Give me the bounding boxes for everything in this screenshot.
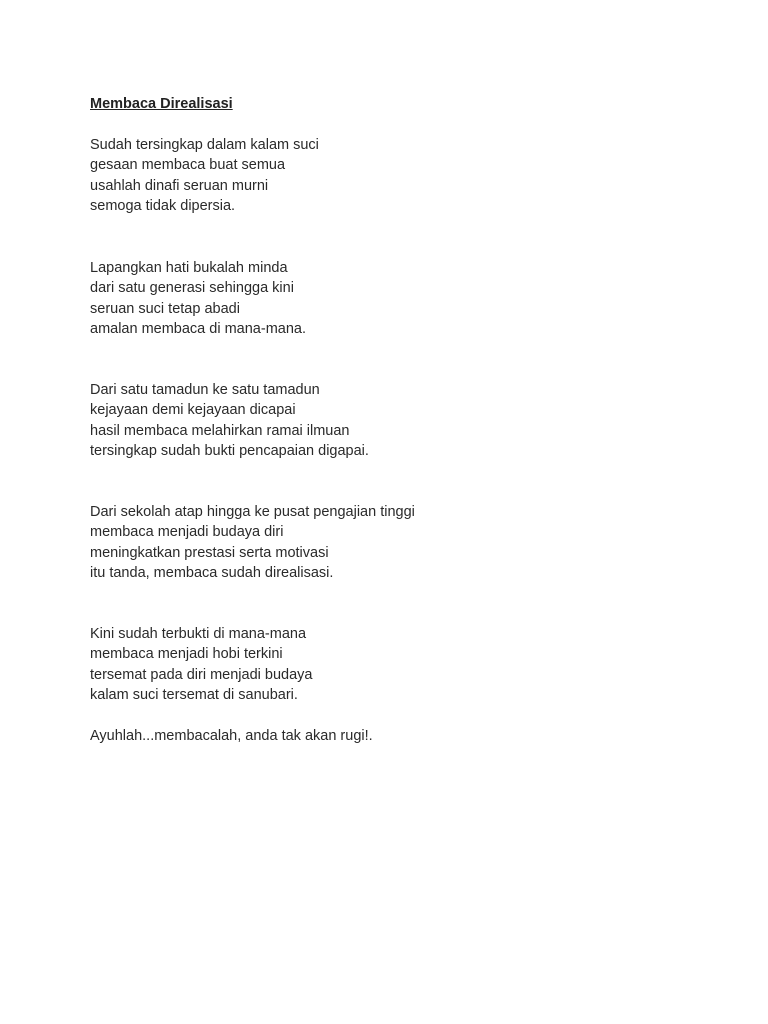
poem-line: semoga tidak dipersia. — [90, 198, 236, 215]
closing-line-block — [90, 726, 373, 746]
stanza-3 — [90, 380, 369, 462]
poem-line: tersingkap sudah bukti pencapaian digapai. — [90, 443, 369, 460]
poem-line: Kini sudah terbukti di mana-mana — [90, 626, 307, 642]
closing-line: Ayuhlah...membacalah, anda tak akan rugi!. — [90, 728, 373, 744]
stanza-4 — [90, 502, 415, 584]
poem-line: tersemat pada diri menjadi budaya — [90, 666, 313, 683]
stanza-5 — [90, 624, 312, 706]
poem-title: Membaca Direalisasi — [90, 96, 233, 112]
poem-line: hasil membaca melahirkan ramai ilmuan — [90, 422, 350, 439]
poem-line: dari satu generasi sehingga kini — [90, 280, 294, 297]
poem-line: itu tanda, membaca sudah direalisasi. — [90, 565, 334, 582]
poem-line: seruan suci tetap abadi — [90, 300, 240, 317]
poem-line: kalam suci tersemat di sanubari. — [90, 687, 298, 704]
poem-line: gesaan membaca buat semua — [90, 157, 286, 174]
stanza-1 — [90, 135, 319, 217]
poem-line: Sudah tersingkap dalam kalam suci — [90, 137, 319, 153]
poem-line: kejayaan demi kejayaan dicapai — [90, 402, 296, 419]
poem-line: Lapangkan hati bukalah minda — [90, 260, 288, 276]
poem-line: membaca menjadi hobi terkini — [90, 646, 283, 663]
poem-line: amalan membaca di mana-mana. — [90, 321, 306, 338]
poem-line: Dari satu tamadun ke satu tamadun — [90, 382, 320, 398]
stanza-2 — [90, 258, 306, 340]
document-page — [90, 94, 730, 744]
poem-line: Dari sekolah atap hingga ke pusat pengajian tinggi — [90, 504, 415, 520]
poem-line: usahlah dinafi seruan murni — [90, 177, 269, 194]
poem-line: membaca menjadi budaya diri — [90, 524, 284, 541]
poem-line: meningkatkan prestasi serta motivasi — [90, 544, 329, 561]
